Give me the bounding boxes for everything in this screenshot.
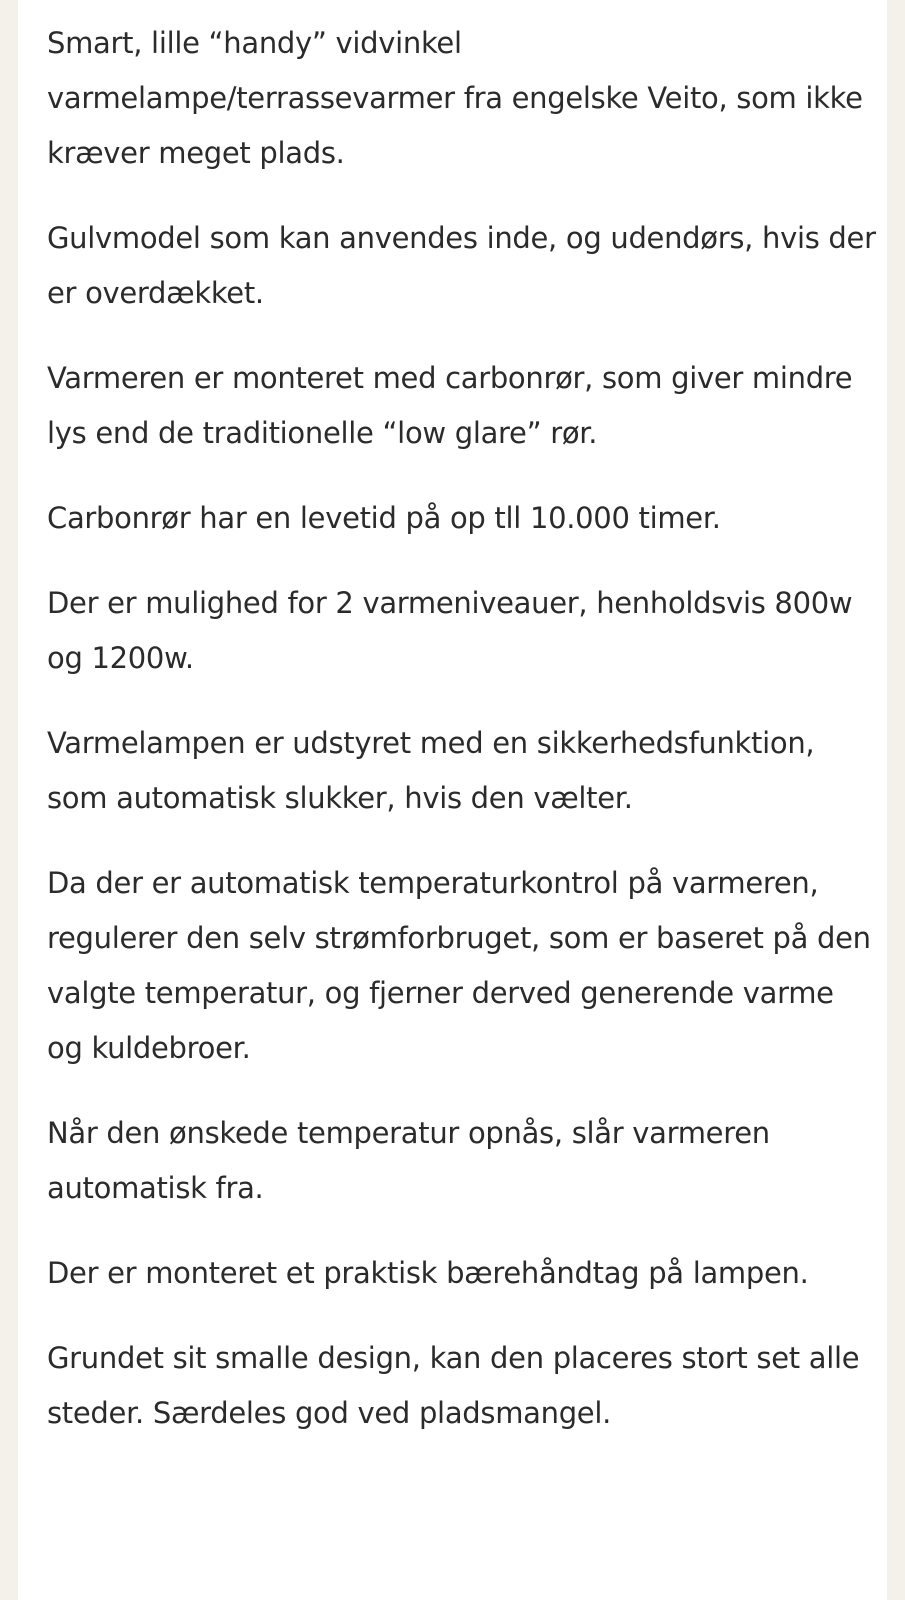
description-paragraph: Grundet sit smalle design, kan den placeres stort set alle steder. Særdeles god ved pladsmangel.: [47, 1341, 860, 1430]
description-paragraph: Når den ønskede temperatur opnås, slår varmeren automatisk fra.: [47, 1116, 770, 1205]
description-paragraph: Smart, lille “handy” vidvinkel varmelampe/terrassevarmer fra engelske Veito, som ikke kræver meget plads.: [47, 26, 863, 170]
description-paragraph: Da der er automatisk temperaturkontrol på varmeren, regulerer den selv strømforbruget, som er baseret på den valgte temperatur, og fjerner derved generende varme og kuldebroer.: [47, 866, 871, 1065]
description-paragraph: Der er monteret et praktisk bærehåndtag på lampen.: [47, 1256, 809, 1290]
description-paragraph: Gulvmodel som kan anvendes inde, og udendørs, hvis der er overdækket.: [47, 221, 876, 310]
product-description: [47, 16, 877, 1471]
description-paragraph: Der er mulighed for 2 varmeniveauer, henholdsvis 800w og 1200w.: [47, 586, 853, 675]
description-paragraph: Varmeren er monteret med carbonrør, som giver mindre lys end de traditionelle “low glare” rør.: [47, 361, 853, 450]
description-paragraph: Varmelampen er udstyret med en sikkerhedsfunktion, som automatisk slukker, hvis den vælter.: [47, 726, 815, 815]
product-description-card: [18, 0, 887, 1600]
description-paragraph: Carbonrør har en levetid på op tll 10.000 timer.: [47, 501, 721, 535]
